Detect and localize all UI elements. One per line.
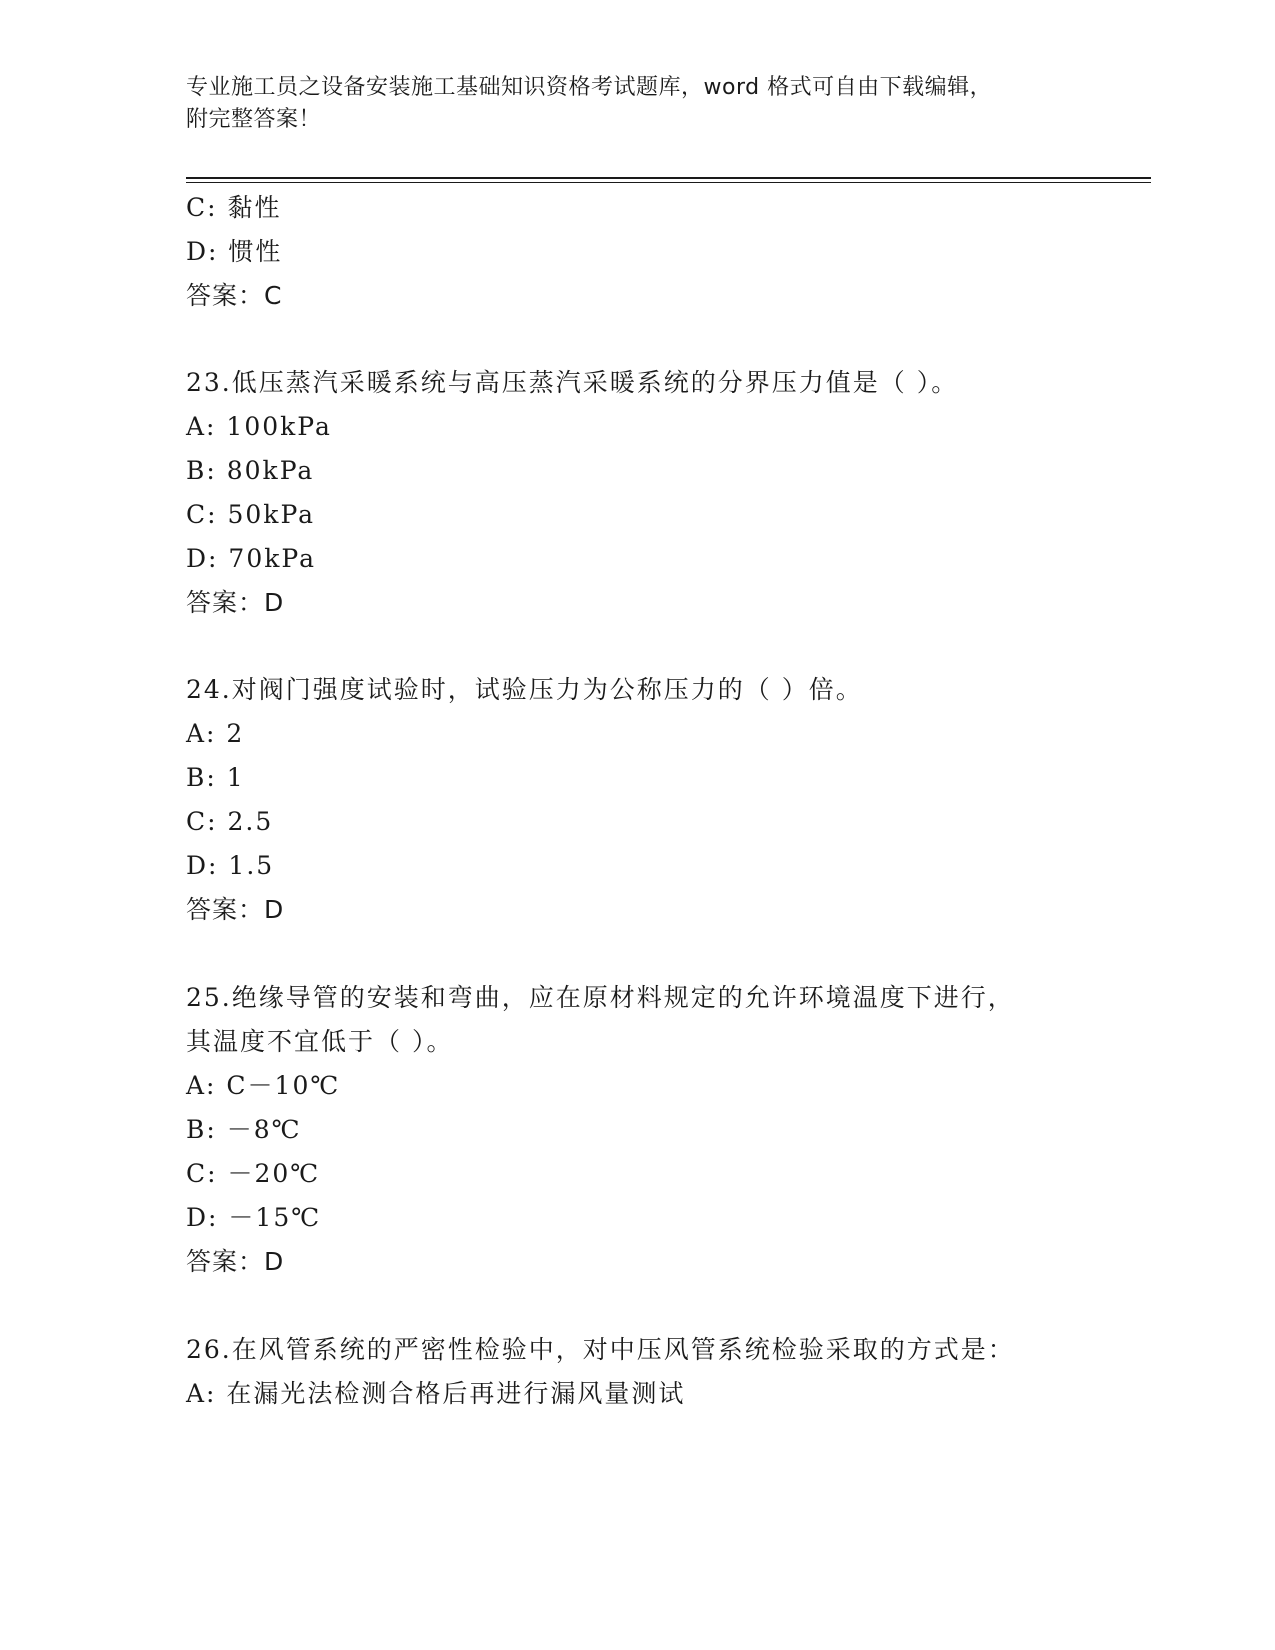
option-a: A: 在漏光法检测合格后再进行漏风量测试 [186, 1379, 686, 1408]
option-c: C: 50kPa [186, 500, 316, 529]
header-line-1: 专业施工员之设备安装施工基础知识资格考试题库，word 格式可自由下载编辑， [186, 75, 993, 100]
option-a: A: 2 [186, 719, 245, 748]
option-b: B: 80kPa [186, 456, 315, 485]
header-rule-thin [186, 182, 1151, 183]
document-header [186, 72, 1086, 136]
answer-line: 答案：D [186, 1247, 285, 1276]
answer-line: 答案：D [186, 588, 285, 617]
question-stem: 23.低压蒸汽采暖系统与高压蒸汽采暖系统的分界压力值是（ ）。 [186, 368, 959, 397]
question-stem-continued: 其温度不宜低于（ ）。 [186, 1027, 454, 1056]
question-stem: 24.对阀门强度试验时，试验压力为公称压力的（ ）倍。 [186, 675, 863, 704]
option-b: B: 1 [186, 763, 245, 792]
answer-line: 答案：D [186, 895, 285, 924]
header-rule-thick [186, 177, 1151, 179]
option-c: C: －20℃ [186, 1159, 321, 1188]
option-d: D: －15℃ [186, 1203, 322, 1232]
option-c: C: 黏性 [186, 193, 282, 222]
option-d: D: 1.5 [186, 851, 275, 880]
question-stem: 26.在风管系统的严密性检验中，对中压风管系统检验采取的方式是： [186, 1335, 1015, 1364]
option-d: D: 70kPa [186, 544, 316, 573]
answer-line: 答案：C [186, 281, 283, 310]
question-stem: 25.绝缘导管的安装和弯曲，应在原材料规定的允许环境温度下进行， [186, 983, 1015, 1012]
option-a: A: 100kPa [186, 412, 332, 441]
option-a: A: C－10℃ [186, 1071, 341, 1100]
header-line-2: 附完整答案！ [186, 107, 322, 132]
option-b: B: －8℃ [186, 1115, 302, 1144]
option-d: D: 惯性 [186, 237, 283, 266]
option-c: C: 2.5 [186, 807, 274, 836]
